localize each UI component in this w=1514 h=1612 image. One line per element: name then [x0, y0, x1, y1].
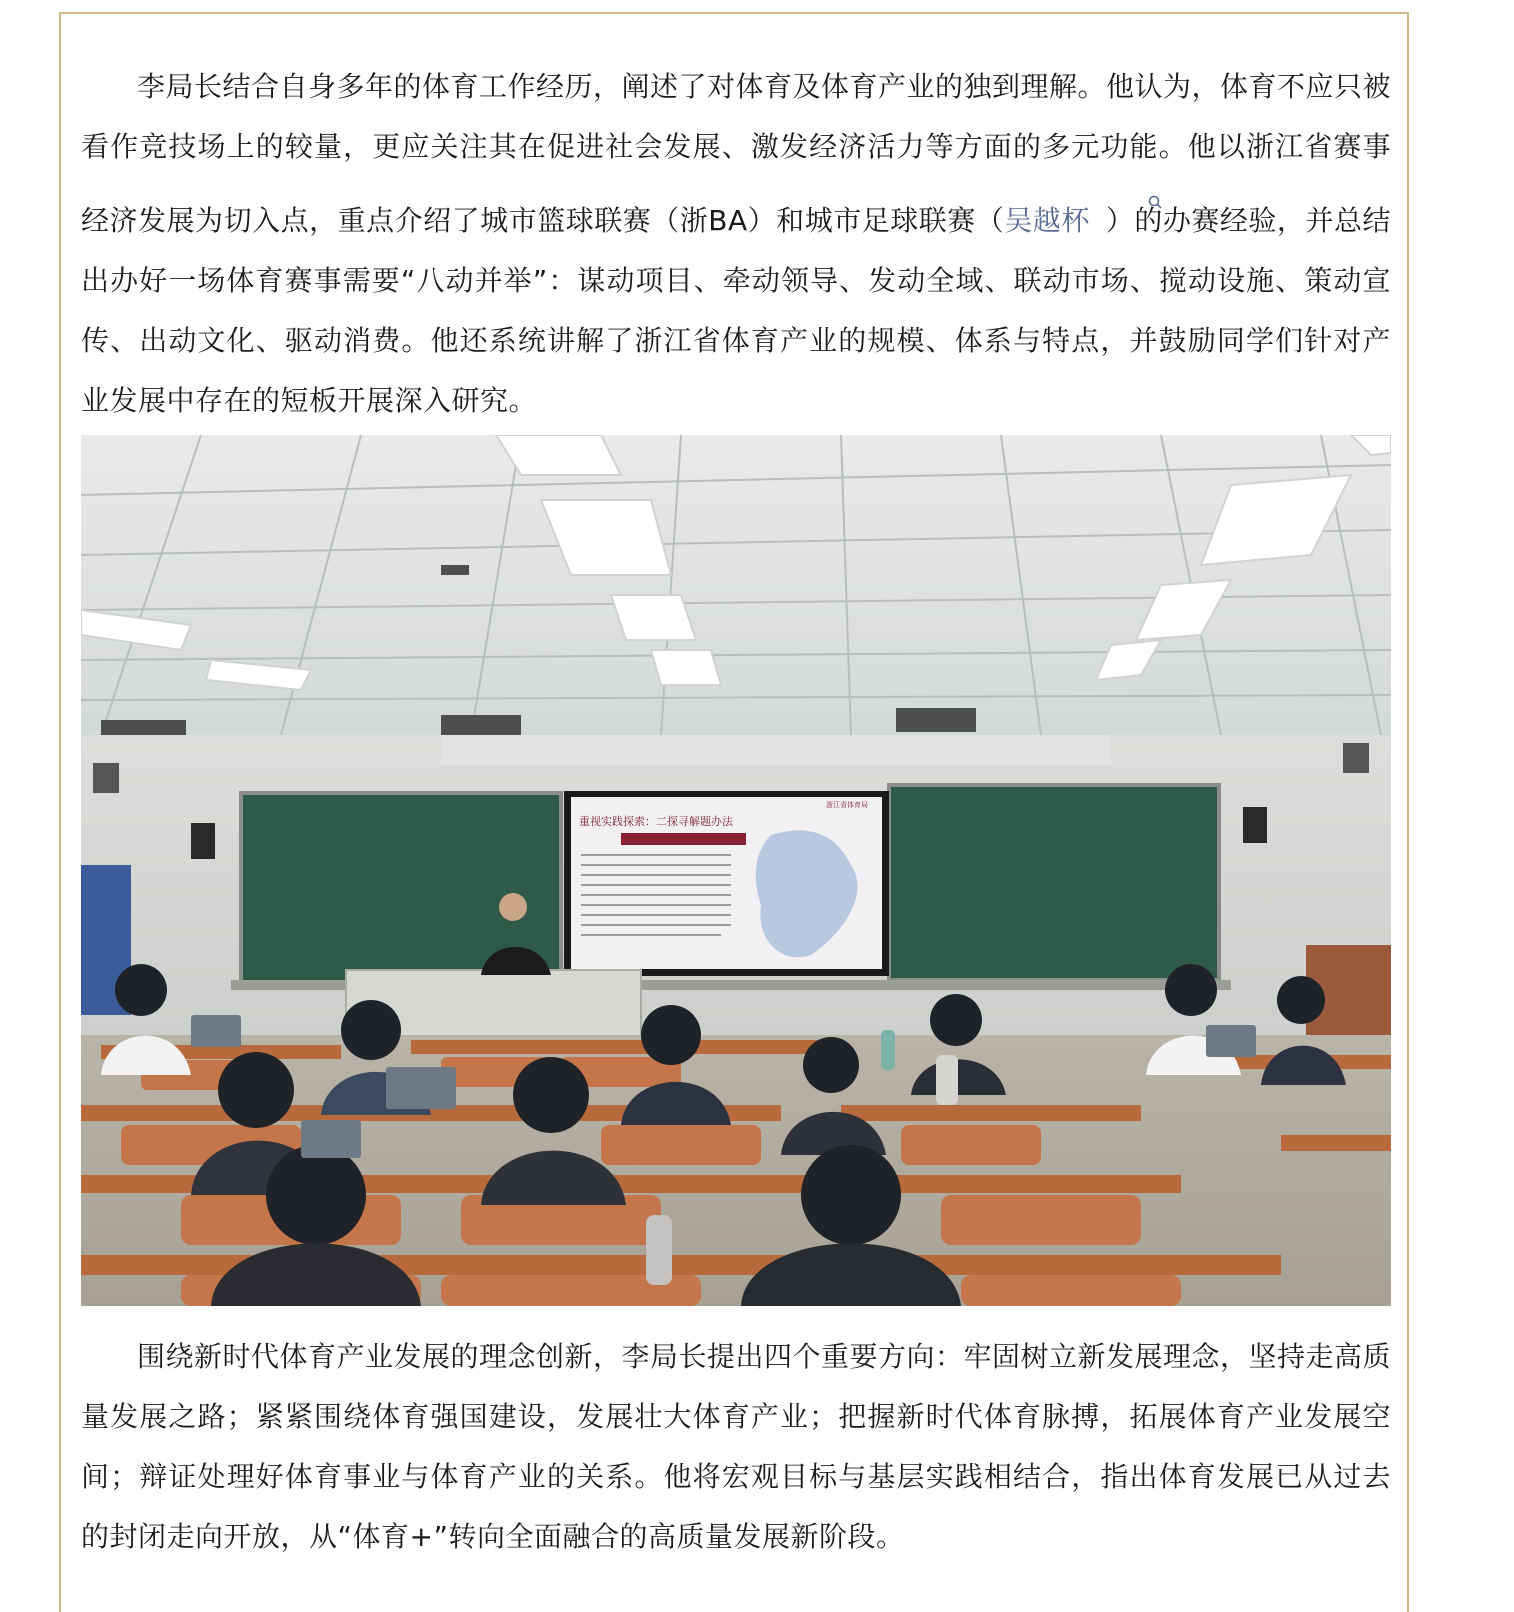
search-icon[interactable] — [1092, 177, 1106, 199]
article-paragraph-2: 围绕新时代体育产业发展的理念创新，李局长提出四个重要方向：牢固树立新发展理念，坚持走高质量发展之路；紧紧围绕体育强国建设，发展壮大体育产业；把握新时代体育脉搏，拓展体育产业发展空间；辩证处理好体育事业与体育产业的关系。他将宏观目标与基层实践相结合，指出体育发展已从过去的封闭走向开放，从“体育+”转向全面融合的高质量发展新阶段。 — [81, 1340, 1392, 1553]
wuyue-cup-link[interactable]: 吴越杯 — [1004, 204, 1090, 237]
article-paragraph-1 — [81, 57, 1391, 431]
slide-title: 重视实践探索：二探寻解题办法 — [579, 815, 733, 828]
paragraph-1-text-b: ）的办赛经验，并总结出办好一场体育赛事需要“八动并举”：谋动项目、牵动领导、发动全域、联动市场、搅动设施、策动宣传、出动文化、驱动消费。他还系统讲解了浙江省体育产业的规模、体系与特点，并鼓励同学们针对产业发展中存在的短板开展深入研究。 — [81, 204, 1391, 417]
lecture-photo — [81, 435, 1391, 1306]
paragraph-1-text-a: 李局长结合自身多年的体育工作经历，阐述了对体育及体育产业的独到理解。他认为，体育不应只被看作竞技场上的较量，更应关注其在促进社会发展、激发经济活力等方面的多元功能。他以浙江省赛事经济发展为切入点，重点介绍了城市篮球联赛（浙BA）和城市足球联赛（ — [81, 70, 1392, 237]
slide-badge: 浙江省体育局 — [826, 801, 868, 809]
